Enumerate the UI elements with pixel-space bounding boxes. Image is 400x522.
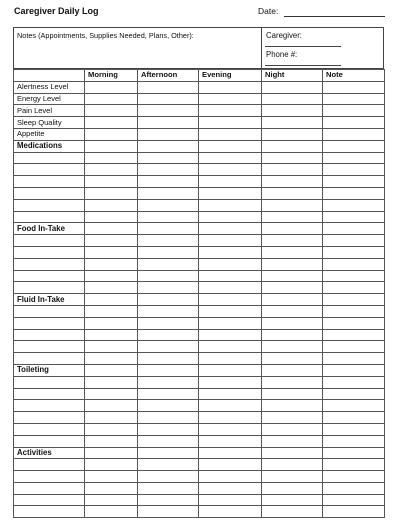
log-cell[interactable] bbox=[199, 164, 262, 176]
log-cell[interactable] bbox=[199, 246, 262, 258]
log-cell[interactable] bbox=[199, 353, 262, 365]
row-label bbox=[14, 235, 85, 247]
table-row bbox=[14, 128, 385, 140]
log-cell[interactable] bbox=[323, 506, 385, 518]
log-cell[interactable] bbox=[262, 294, 323, 306]
log-cell[interactable] bbox=[199, 93, 262, 105]
section-row bbox=[14, 294, 385, 306]
log-cell[interactable] bbox=[138, 164, 199, 176]
row-label bbox=[14, 246, 85, 258]
log-cell[interactable] bbox=[262, 164, 323, 176]
log-cell[interactable] bbox=[138, 341, 199, 353]
log-cell[interactable] bbox=[85, 187, 138, 199]
column-header-afternoon: Afternoon bbox=[138, 70, 199, 82]
table-row bbox=[14, 187, 385, 199]
table-row bbox=[14, 176, 385, 188]
log-cell[interactable] bbox=[262, 388, 323, 400]
table-row bbox=[14, 317, 385, 329]
log-cell[interactable] bbox=[199, 435, 262, 447]
table-row bbox=[14, 400, 385, 412]
log-cell[interactable] bbox=[262, 471, 323, 483]
log-cell[interactable] bbox=[199, 152, 262, 164]
table-row bbox=[14, 341, 385, 353]
log-cell[interactable] bbox=[138, 105, 199, 117]
row-label bbox=[14, 187, 85, 199]
log-cell[interactable] bbox=[138, 305, 199, 317]
daily-log-table bbox=[13, 69, 385, 518]
log-cell[interactable] bbox=[323, 353, 385, 365]
table-row bbox=[14, 117, 385, 129]
row-label: Alertness Level bbox=[14, 81, 85, 93]
log-cell[interactable] bbox=[323, 140, 385, 152]
log-cell[interactable] bbox=[199, 400, 262, 412]
row-label bbox=[14, 353, 85, 365]
section-label: Food In-Take bbox=[14, 223, 85, 235]
table-row bbox=[14, 199, 385, 211]
notes-label: Notes (Appointments, Supplies Needed, Plans, Other): bbox=[17, 31, 194, 40]
log-cell[interactable] bbox=[138, 246, 199, 258]
log-cell[interactable] bbox=[138, 459, 199, 471]
log-cell[interactable] bbox=[138, 187, 199, 199]
table-row bbox=[14, 270, 385, 282]
log-cell[interactable] bbox=[85, 140, 138, 152]
log-cell[interactable] bbox=[85, 459, 138, 471]
log-cell[interactable] bbox=[138, 317, 199, 329]
log-cell[interactable] bbox=[138, 152, 199, 164]
log-cell[interactable] bbox=[262, 317, 323, 329]
table-row bbox=[14, 93, 385, 105]
table-row bbox=[14, 412, 385, 424]
log-cell[interactable] bbox=[138, 270, 199, 282]
column-header-note: Note bbox=[323, 70, 385, 82]
table-row bbox=[14, 246, 385, 258]
log-cell[interactable] bbox=[262, 329, 323, 341]
log-cell[interactable] bbox=[199, 140, 262, 152]
log-cell[interactable] bbox=[138, 81, 199, 93]
log-cell[interactable] bbox=[199, 294, 262, 306]
log-cell[interactable] bbox=[262, 258, 323, 270]
log-cell[interactable] bbox=[323, 294, 385, 306]
log-cell[interactable] bbox=[138, 199, 199, 211]
log-cell[interactable] bbox=[323, 258, 385, 270]
log-cell[interactable] bbox=[85, 506, 138, 518]
log-cell[interactable] bbox=[85, 117, 138, 129]
section-row bbox=[14, 364, 385, 376]
row-label: Pain Level bbox=[14, 105, 85, 117]
table-row bbox=[14, 471, 385, 483]
table-row bbox=[14, 459, 385, 471]
log-cell[interactable] bbox=[323, 246, 385, 258]
log-cell[interactable] bbox=[85, 471, 138, 483]
row-label bbox=[14, 282, 85, 294]
table-row bbox=[14, 164, 385, 176]
log-cell[interactable] bbox=[262, 459, 323, 471]
log-cell[interactable] bbox=[138, 211, 199, 223]
row-label bbox=[14, 176, 85, 188]
log-cell[interactable] bbox=[323, 93, 385, 105]
log-cell[interactable] bbox=[262, 447, 323, 459]
log-cell[interactable] bbox=[85, 128, 138, 140]
log-cell[interactable] bbox=[138, 506, 199, 518]
log-cell[interactable] bbox=[262, 128, 323, 140]
log-cell[interactable] bbox=[199, 117, 262, 129]
log-cell[interactable] bbox=[85, 235, 138, 247]
log-cell[interactable] bbox=[199, 459, 262, 471]
row-label: Energy Level bbox=[14, 93, 85, 105]
row-label: Sleep Quality bbox=[14, 117, 85, 129]
log-cell[interactable] bbox=[199, 388, 262, 400]
log-cell[interactable] bbox=[85, 176, 138, 188]
log-cell[interactable] bbox=[323, 176, 385, 188]
date-label: Date: bbox=[258, 6, 279, 16]
log-cell[interactable] bbox=[85, 294, 138, 306]
log-cell[interactable] bbox=[262, 341, 323, 353]
log-cell[interactable] bbox=[199, 471, 262, 483]
log-cell[interactable] bbox=[85, 305, 138, 317]
log-cell[interactable] bbox=[262, 353, 323, 365]
log-cell[interactable] bbox=[85, 93, 138, 105]
log-cell[interactable] bbox=[138, 235, 199, 247]
table-row bbox=[14, 152, 385, 164]
row-label bbox=[14, 305, 85, 317]
table-row bbox=[14, 235, 385, 247]
column-header-morning: Morning bbox=[85, 70, 138, 82]
row-label bbox=[14, 494, 85, 506]
log-cell[interactable] bbox=[138, 494, 199, 506]
log-cell[interactable] bbox=[262, 81, 323, 93]
log-cell[interactable] bbox=[138, 435, 199, 447]
log-cell[interactable] bbox=[323, 187, 385, 199]
log-cell[interactable] bbox=[323, 305, 385, 317]
log-cell[interactable] bbox=[262, 140, 323, 152]
log-cell[interactable] bbox=[323, 494, 385, 506]
log-cell[interactable] bbox=[262, 211, 323, 223]
row-label bbox=[14, 258, 85, 270]
log-cell[interactable] bbox=[262, 282, 323, 294]
log-cell[interactable] bbox=[138, 471, 199, 483]
log-cell[interactable] bbox=[323, 117, 385, 129]
log-cell[interactable] bbox=[262, 400, 323, 412]
log-cell[interactable] bbox=[199, 282, 262, 294]
column-header-night: Night bbox=[262, 70, 323, 82]
log-table-body bbox=[14, 81, 385, 517]
log-cell[interactable] bbox=[323, 270, 385, 282]
log-cell[interactable] bbox=[199, 105, 262, 117]
log-cell[interactable] bbox=[85, 412, 138, 424]
log-cell[interactable] bbox=[262, 199, 323, 211]
log-cell[interactable] bbox=[323, 329, 385, 341]
log-cell[interactable] bbox=[262, 506, 323, 518]
phone-field[interactable] bbox=[265, 65, 341, 66]
notes-box[interactable] bbox=[13, 27, 384, 69]
row-label bbox=[14, 471, 85, 483]
log-cell[interactable] bbox=[323, 282, 385, 294]
log-cell[interactable] bbox=[199, 187, 262, 199]
row-label bbox=[14, 388, 85, 400]
row-label bbox=[14, 164, 85, 176]
row-label bbox=[14, 152, 85, 164]
log-cell[interactable] bbox=[262, 93, 323, 105]
log-cell[interactable] bbox=[199, 235, 262, 247]
log-cell[interactable] bbox=[323, 317, 385, 329]
log-cell[interactable] bbox=[85, 258, 138, 270]
row-label bbox=[14, 329, 85, 341]
log-cell[interactable] bbox=[85, 199, 138, 211]
log-cell[interactable] bbox=[85, 482, 138, 494]
table-row bbox=[14, 211, 385, 223]
log-cell[interactable] bbox=[323, 388, 385, 400]
log-cell[interactable] bbox=[138, 258, 199, 270]
log-cell[interactable] bbox=[199, 376, 262, 388]
log-cell[interactable] bbox=[85, 376, 138, 388]
log-cell[interactable] bbox=[262, 105, 323, 117]
log-cell[interactable] bbox=[85, 105, 138, 117]
table-row bbox=[14, 353, 385, 365]
log-cell[interactable] bbox=[262, 246, 323, 258]
log-cell[interactable] bbox=[85, 435, 138, 447]
log-cell[interactable] bbox=[323, 235, 385, 247]
log-cell[interactable] bbox=[199, 329, 262, 341]
table-row bbox=[14, 388, 385, 400]
log-cell[interactable] bbox=[199, 128, 262, 140]
log-cell[interactable] bbox=[323, 81, 385, 93]
header-row bbox=[14, 70, 385, 82]
log-cell[interactable] bbox=[323, 482, 385, 494]
log-cell[interactable] bbox=[138, 294, 199, 306]
log-cell[interactable] bbox=[85, 282, 138, 294]
log-cell[interactable] bbox=[138, 447, 199, 459]
log-cell[interactable] bbox=[85, 223, 138, 235]
log-cell[interactable] bbox=[323, 341, 385, 353]
log-cell[interactable] bbox=[262, 152, 323, 164]
row-label bbox=[14, 423, 85, 435]
log-cell[interactable] bbox=[323, 223, 385, 235]
row-label bbox=[14, 341, 85, 353]
log-cell[interactable] bbox=[323, 364, 385, 376]
log-cell[interactable] bbox=[138, 117, 199, 129]
table-row bbox=[14, 305, 385, 317]
table-row bbox=[14, 494, 385, 506]
log-cell[interactable] bbox=[85, 341, 138, 353]
log-cell[interactable] bbox=[262, 435, 323, 447]
log-cell[interactable] bbox=[262, 305, 323, 317]
section-label: Fluid In-Take bbox=[14, 294, 85, 306]
log-cell[interactable] bbox=[138, 282, 199, 294]
log-cell[interactable] bbox=[323, 459, 385, 471]
table-row bbox=[14, 506, 385, 518]
log-cell[interactable] bbox=[323, 435, 385, 447]
row-label bbox=[14, 270, 85, 282]
column-header-evening: Evening bbox=[199, 70, 262, 82]
caregiver-field[interactable] bbox=[265, 46, 341, 47]
log-cell[interactable] bbox=[85, 494, 138, 506]
log-cell[interactable] bbox=[199, 482, 262, 494]
log-cell[interactable] bbox=[199, 447, 262, 459]
log-cell[interactable] bbox=[138, 93, 199, 105]
log-cell[interactable] bbox=[138, 400, 199, 412]
log-cell[interactable] bbox=[138, 376, 199, 388]
log-cell[interactable] bbox=[199, 270, 262, 282]
log-cell[interactable] bbox=[85, 317, 138, 329]
log-cell[interactable] bbox=[323, 199, 385, 211]
table-row bbox=[14, 258, 385, 270]
log-cell[interactable] bbox=[199, 223, 262, 235]
log-cell[interactable] bbox=[138, 176, 199, 188]
log-cell[interactable] bbox=[138, 412, 199, 424]
log-cell[interactable] bbox=[199, 305, 262, 317]
log-cell[interactable] bbox=[323, 164, 385, 176]
log-cell[interactable] bbox=[262, 482, 323, 494]
log-cell[interactable] bbox=[85, 400, 138, 412]
log-cell[interactable] bbox=[323, 447, 385, 459]
column-header-label bbox=[14, 70, 85, 82]
page-title: Caregiver Daily Log bbox=[14, 6, 99, 16]
section-label: Toileting bbox=[14, 364, 85, 376]
log-cell[interactable] bbox=[85, 211, 138, 223]
log-cell[interactable] bbox=[199, 81, 262, 93]
log-cell[interactable] bbox=[199, 423, 262, 435]
log-cell[interactable] bbox=[85, 246, 138, 258]
log-cell[interactable] bbox=[199, 506, 262, 518]
table-row bbox=[14, 282, 385, 294]
log-cell[interactable] bbox=[138, 140, 199, 152]
log-cell[interactable] bbox=[323, 152, 385, 164]
log-cell[interactable] bbox=[199, 176, 262, 188]
log-cell[interactable] bbox=[323, 471, 385, 483]
log-cell[interactable] bbox=[85, 423, 138, 435]
section-row bbox=[14, 447, 385, 459]
log-cell[interactable] bbox=[85, 447, 138, 459]
log-cell[interactable] bbox=[262, 117, 323, 129]
table-row bbox=[14, 423, 385, 435]
section-label: Medications bbox=[14, 140, 85, 152]
phone-label: Phone #: bbox=[266, 50, 298, 59]
table-row bbox=[14, 329, 385, 341]
log-cell[interactable] bbox=[85, 164, 138, 176]
log-cell[interactable] bbox=[262, 176, 323, 188]
caregiver-label: Caregiver: bbox=[266, 31, 302, 40]
log-cell[interactable] bbox=[85, 388, 138, 400]
log-cell[interactable] bbox=[262, 223, 323, 235]
log-cell[interactable] bbox=[199, 317, 262, 329]
log-cell[interactable] bbox=[138, 482, 199, 494]
log-cell[interactable] bbox=[323, 412, 385, 424]
log-cell[interactable] bbox=[262, 376, 323, 388]
table-row bbox=[14, 105, 385, 117]
log-cell[interactable] bbox=[262, 412, 323, 424]
table-row bbox=[14, 81, 385, 93]
date-field[interactable] bbox=[284, 16, 385, 17]
log-cell[interactable] bbox=[323, 376, 385, 388]
log-cell[interactable] bbox=[138, 223, 199, 235]
table-row bbox=[14, 482, 385, 494]
log-cell[interactable] bbox=[138, 329, 199, 341]
row-label bbox=[14, 199, 85, 211]
notes-divider bbox=[261, 28, 262, 68]
table-row bbox=[14, 435, 385, 447]
section-row bbox=[14, 140, 385, 152]
log-cell[interactable] bbox=[199, 412, 262, 424]
log-cell[interactable] bbox=[85, 270, 138, 282]
log-cell[interactable] bbox=[85, 329, 138, 341]
log-cell[interactable] bbox=[262, 235, 323, 247]
log-cell[interactable] bbox=[138, 364, 199, 376]
row-label bbox=[14, 435, 85, 447]
row-label bbox=[14, 211, 85, 223]
log-cell[interactable] bbox=[199, 494, 262, 506]
row-label bbox=[14, 459, 85, 471]
log-cell[interactable] bbox=[85, 152, 138, 164]
log-cell[interactable] bbox=[199, 258, 262, 270]
log-cell[interactable] bbox=[199, 341, 262, 353]
page-header bbox=[14, 6, 386, 22]
log-cell[interactable] bbox=[323, 400, 385, 412]
log-cell[interactable] bbox=[262, 364, 323, 376]
log-cell[interactable] bbox=[199, 199, 262, 211]
log-cell[interactable] bbox=[323, 211, 385, 223]
section-row bbox=[14, 223, 385, 235]
row-label bbox=[14, 482, 85, 494]
log-cell[interactable] bbox=[85, 353, 138, 365]
row-label bbox=[14, 376, 85, 388]
log-cell[interactable] bbox=[85, 81, 138, 93]
section-label: Activities bbox=[14, 447, 85, 459]
log-cell[interactable] bbox=[323, 423, 385, 435]
log-cell[interactable] bbox=[262, 423, 323, 435]
row-label bbox=[14, 506, 85, 518]
log-cell[interactable] bbox=[138, 388, 199, 400]
log-cell[interactable] bbox=[199, 364, 262, 376]
row-label bbox=[14, 317, 85, 329]
row-label bbox=[14, 412, 85, 424]
table-row bbox=[14, 376, 385, 388]
log-cell[interactable] bbox=[323, 128, 385, 140]
log-cell[interactable] bbox=[262, 270, 323, 282]
log-cell[interactable] bbox=[262, 494, 323, 506]
log-table-header bbox=[14, 70, 385, 82]
log-cell[interactable] bbox=[138, 353, 199, 365]
log-cell[interactable] bbox=[323, 105, 385, 117]
log-cell[interactable] bbox=[138, 423, 199, 435]
row-label bbox=[14, 400, 85, 412]
log-cell[interactable] bbox=[262, 187, 323, 199]
log-cell[interactable] bbox=[199, 211, 262, 223]
row-label: Appetite bbox=[14, 128, 85, 140]
log-cell[interactable] bbox=[85, 364, 138, 376]
log-cell[interactable] bbox=[138, 128, 199, 140]
